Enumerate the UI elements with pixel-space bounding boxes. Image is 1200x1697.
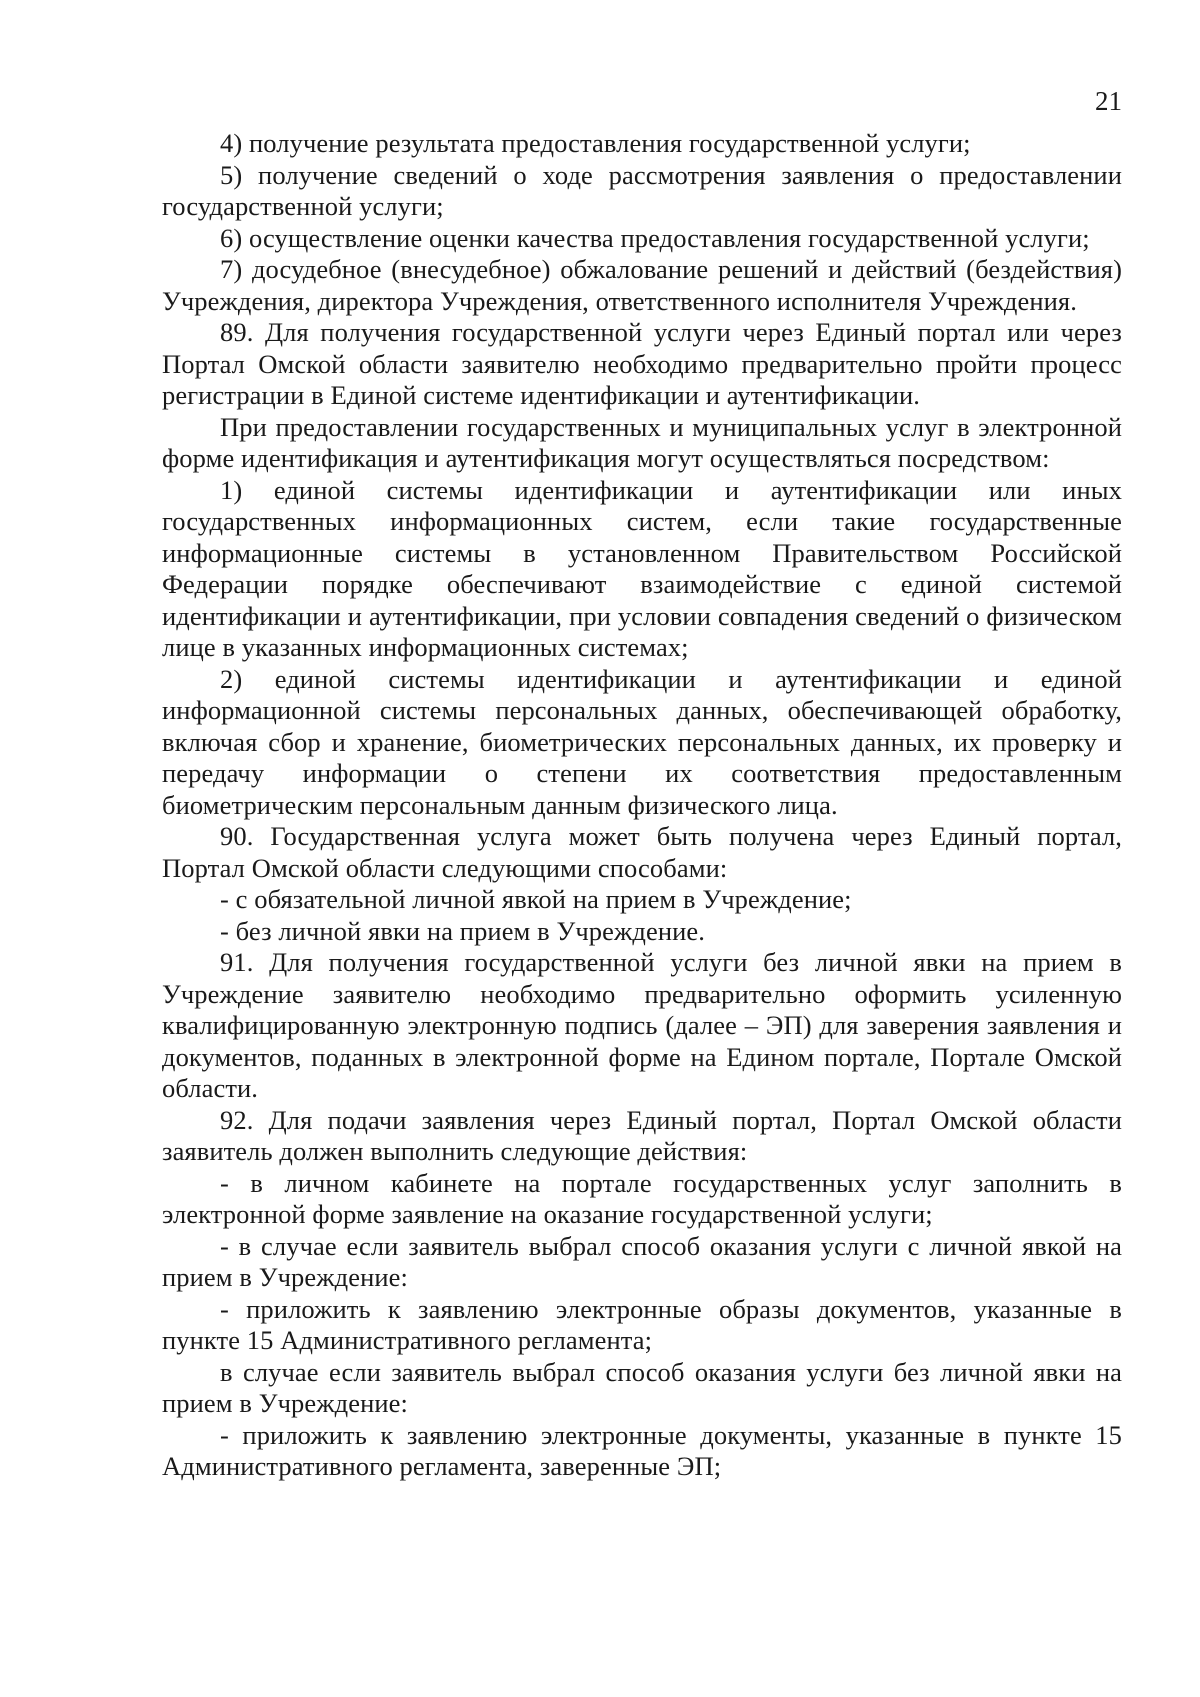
paragraph-identification-1: 1) единой системы идентификации и аутентификации или иных государственных информационных систем, если такие государственные информационные системы в установленном Правительством Российской Федерации порядке обеспечивают взаимодействие с единой системой идентификации и аутентификации, при условии совпадения сведений о физическом лице в указанных информационных системах; xyxy=(162,474,1122,662)
paragraph-92-step-2a: - приложить к заявлению электронные образы документов, указанные в пункте 15 Административного регламента; xyxy=(162,1293,1122,1355)
paragraph-92-step-1: - в личном кабинете на портале государственных услуг заполнить в электронной форме заявление на оказание государственной услуги; xyxy=(162,1167,1122,1229)
paragraph-item-5: 5) получение сведений о ходе рассмотрения заявления о предоставлении государственной услуги; xyxy=(162,159,1122,221)
paragraph-91: 91. Для получения государственной услуги без личной явки на прием в Учреждение заявителю необходимо предварительно оформить усиленную квалифицированную электронную подпись (далее – ЭП) для заверения заявления и документов, поданных в электронной форме на Едином портале, Портале Омской области. xyxy=(162,947,1122,1103)
paragraph-92-step-3: в случае если заявитель выбрал способ оказания услуги без личной явки на прием в Учреждение: xyxy=(162,1356,1122,1418)
paragraph-89: 89. Для получения государственной услуги через Единый портал или через Портал Омской области заявителю необходимо предварительно пройти процесс регистрации в Единой системе идентификации и аутентификации. xyxy=(162,317,1122,410)
paragraph-92: 92. Для подачи заявления через Единый портал, Портал Омской области заявитель должен выполнить следующие действия: xyxy=(162,1104,1122,1166)
document-body xyxy=(162,128,1122,1483)
paragraph-92-step-3a: - приложить к заявлению электронные документы, указанные в пункте 15 Административного регламента, заверенные ЭП; xyxy=(162,1419,1122,1481)
paragraph-90-option-2: - без личной явки на прием в Учреждение. xyxy=(220,915,705,946)
paragraph-item-4: 4) получение результата предоставления государственной услуги; xyxy=(220,128,971,158)
paragraph-identification-2: 2) единой системы идентификации и аутентификации и единой информационной системы персональных данных, обеспечивающей обработку, включая сбор и хранение, биометрических персональных данных, их проверку и передачу информации о степени их соответствия предоставленным биометрическим персональным данным физического лица. xyxy=(162,663,1122,820)
paragraph-identification-intro: При предоставлении государственных и муниципальных услуг в электронной форме идентификация и аутентификация могут осуществляться посредством: xyxy=(162,411,1122,473)
paragraph-90-option-1: - с обязательной личной явкой на прием в Учреждение; xyxy=(220,884,852,914)
paragraph-92-step-2: - в случае если заявитель выбрал способ оказания услуги с личной явкой на прием в Учреждение: xyxy=(162,1230,1122,1292)
paragraph-90: 90. Государственная услуга может быть получена через Единый портал, Портал Омской области следующими способами: xyxy=(162,821,1122,883)
page-number: 21 xyxy=(1095,86,1122,116)
paragraph-item-7: 7) досудебное (внесудебное) обжалование решений и действий (бездействия) Учреждения, директора Учреждения, ответственного исполнителя Учреждения. xyxy=(162,254,1122,316)
paragraph-item-6: 6) осуществление оценки качества предоставления государственной услуги; xyxy=(220,222,1090,253)
